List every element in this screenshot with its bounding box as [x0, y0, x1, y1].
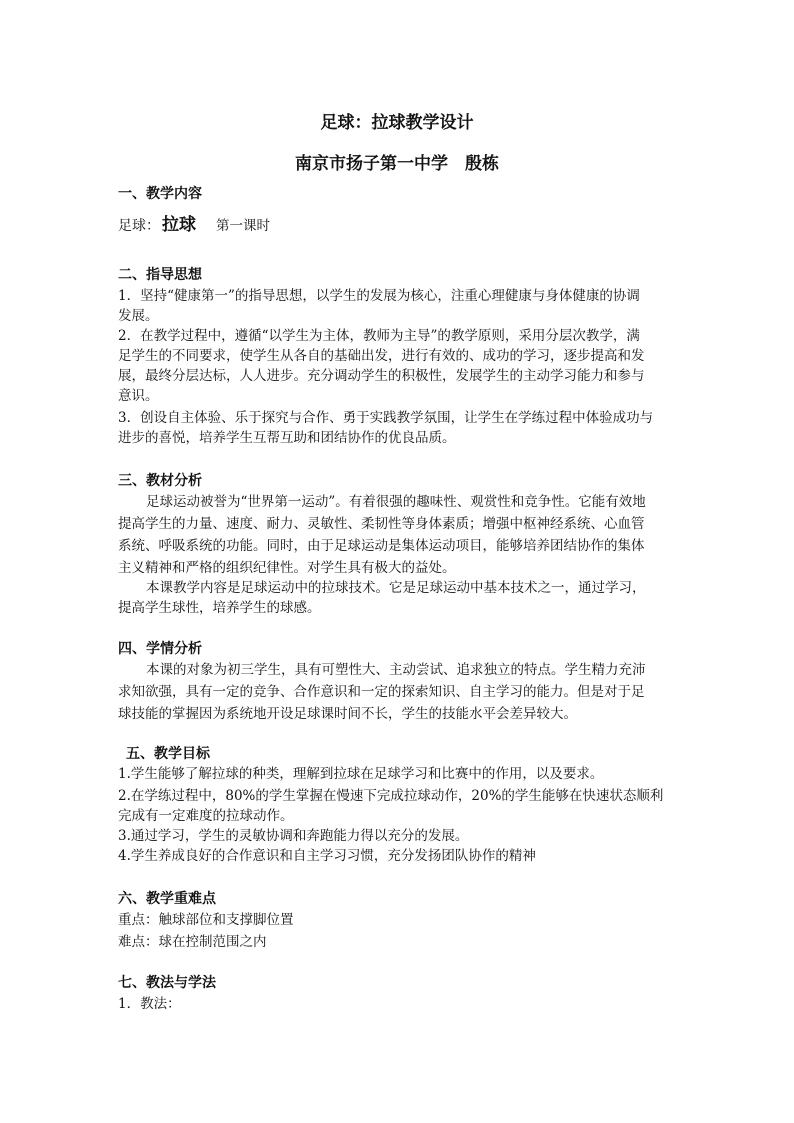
- paragraph-line: 4.学生养成良好的合作意识和自主学习习惯，充分发扬团队协作的精神: [118, 848, 536, 864]
- paragraph-line: 1．坚持“健康第一”的指导思想，以学生的发展为核心，注重心理健康与身体健康的协调: [118, 288, 640, 304]
- paragraph-line: 重点：触球部位和支撑脚位置: [118, 912, 294, 928]
- paragraph-line: 提高学生的力量、速度、耐力、灵敏性、柔韧性等身体素质；增强中枢神经系统、心血管: [118, 516, 645, 532]
- section-heading-teaching-objectives: 五、教学目标: [126, 746, 210, 762]
- paragraph-line: 球技能的掌握因为系统地开设足球课时间不长，学生的技能水平会差异较大。: [118, 706, 577, 722]
- paragraph-line: 足球运动被誉为“世界第一运动”。有着很强的趣味性、观赏性和竞争性。它能有效地: [146, 494, 646, 510]
- lesson-number: 第一课时: [216, 218, 270, 234]
- section-heading-material-analysis: 三、教材分析: [118, 473, 202, 489]
- paragraph-line: 1．教法：: [118, 996, 181, 1012]
- document-title: 足球：拉球教学设计: [320, 113, 474, 133]
- paragraph-line: 3．创设自主体验、乐于探究与合作、勇于实践教学氛围，让学生在学练过程中体验成功与: [118, 410, 654, 426]
- paragraph-line: 2．在教学过程中，遵循“以学生为主体，教师为主导”的教学原则，采用分层次教学，满: [118, 328, 640, 344]
- paragraph-line: 本课的对象为初三学生，具有可塑性大、主动尝试、追求独立的特点。学生精力充沛: [146, 662, 646, 678]
- paragraph-line: 展，最终分层达标，人人进步。充分调动学生的积极性，发展学生的主动学习能力和参与: [118, 368, 645, 384]
- section-heading-methods: 七、教法与学法: [118, 975, 216, 991]
- paragraph-line: 完成有一定难度的拉球动作。: [118, 808, 294, 824]
- paragraph-line: 意识。: [118, 388, 159, 404]
- subject-name: 拉球: [162, 215, 196, 235]
- document-author: 南京市扬子第一中学 殷栋: [295, 154, 499, 174]
- subject-label: 足球：: [118, 218, 160, 234]
- paragraph-line: 难点：球在控制范围之内: [118, 934, 267, 950]
- paragraph-line: 本课教学内容是足球运动中的拉球技术。它是足球运动中基本技术之一，通过学习，: [146, 580, 646, 596]
- section-heading-student-analysis: 四、学情分析: [118, 641, 202, 657]
- paragraph-line: 提高学生球性，培养学生的球感。: [118, 600, 321, 616]
- section-heading-guiding-ideology: 二、指导思想: [118, 267, 202, 283]
- paragraph-line: 发展。: [118, 308, 159, 324]
- subject-line: [118, 210, 270, 235]
- section-heading-teaching-content: 一、教学内容: [118, 186, 202, 202]
- paragraph-line: 3.通过学习，学生的灵敏协调和奔跑能力得以充分的发展。: [118, 828, 469, 844]
- paragraph-line: 足学生的不同要求，使学生从各自的基础出发，进行有效的、成功的学习，逐步提高和发: [118, 348, 645, 364]
- section-heading-key-difficulties: 六、教学重难点: [118, 891, 216, 907]
- paragraph-line: 求知欲强，具有一定的竞争、合作意识和一定的探索知识、自主学习的能力。但是对于足: [118, 684, 645, 700]
- paragraph-line: 主义精神和严格的组织纪律性。对学生具有极大的益处。: [118, 560, 456, 576]
- paragraph-line: 1.学生能够了解拉球的种类，理解到拉球在足球学习和比赛中的作用，以及要求。: [118, 766, 604, 782]
- paragraph-line: 进步的喜悦，培养学生互帮互助和团结协作的优良品质。: [118, 430, 456, 446]
- paragraph-line: 系统、呼吸系统的功能。同时，由于足球运动是集体运动项目，能够培养团结协作的集体: [118, 538, 645, 554]
- paragraph-line: 2.在学练过程中，80%的学生掌握在慢速下完成拉球动作，20%的学生能够在快速状态顺利: [118, 788, 664, 804]
